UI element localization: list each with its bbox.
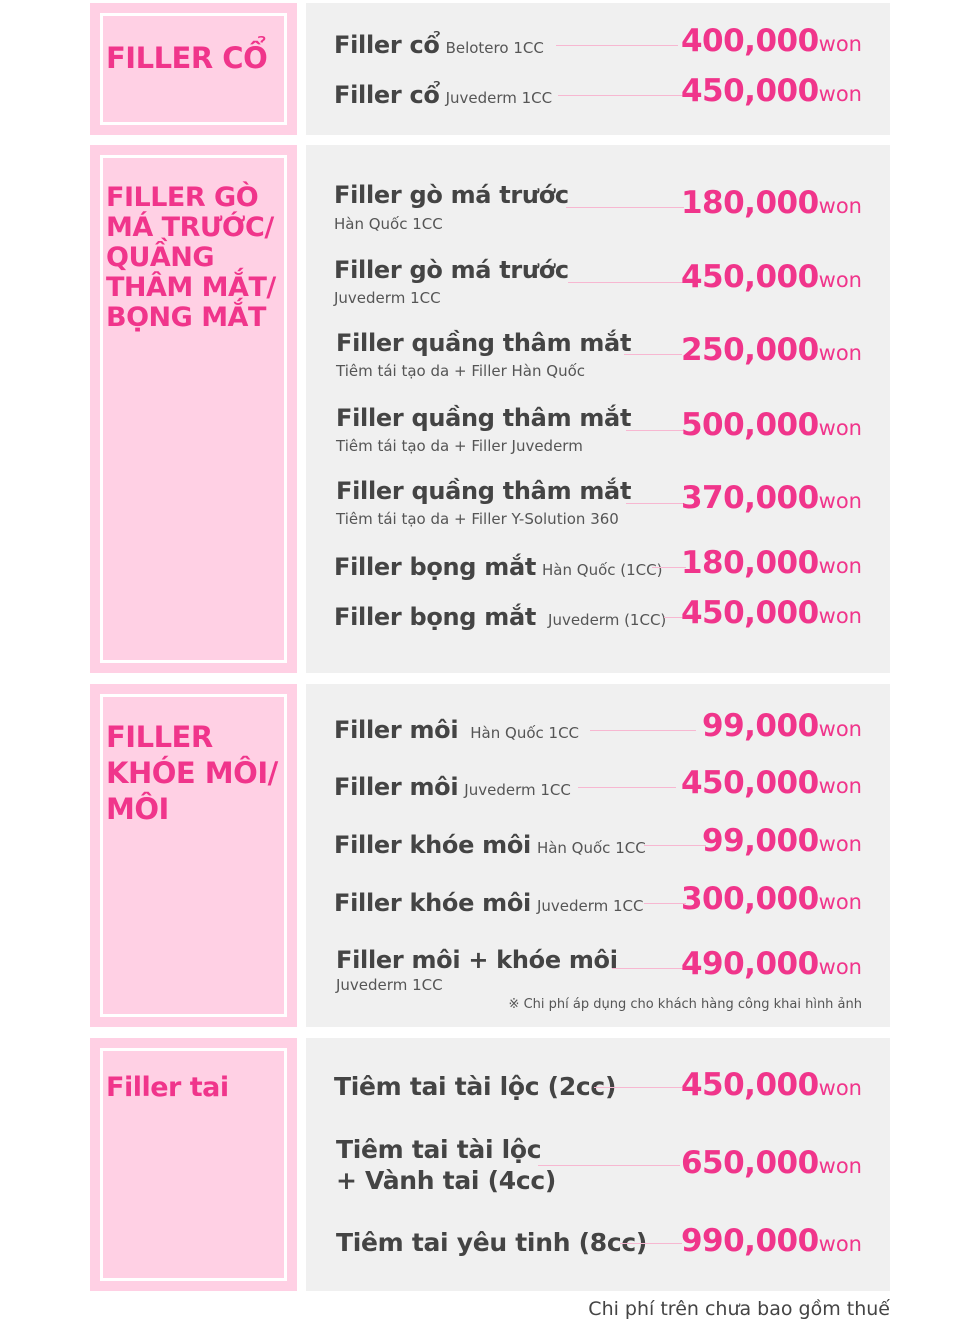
item-variant: Juvederm 1CC: [334, 289, 441, 307]
item-price: 99,000won: [702, 823, 862, 859]
price-list: [306, 3, 890, 135]
item-variant: Hàn Quốc 1CC: [334, 215, 443, 233]
item-price: 450,000won: [680, 259, 862, 295]
price-list: [306, 1038, 890, 1291]
item-name: Filler bọng mắt: [334, 603, 537, 631]
item-variant: Juvederm (1CC): [548, 611, 667, 629]
item-name: Filler gò má trước: [334, 256, 569, 284]
item-name: Filler cổ: [334, 81, 440, 109]
item-variant: Juvederm 1CC: [336, 976, 443, 994]
leader-line: [538, 1165, 680, 1166]
item-variant: Juvederm 1CC: [464, 781, 571, 799]
item-variant: Hàn Quốc (1CC): [542, 561, 663, 579]
item-price: 250,000won: [680, 332, 862, 368]
item-name: Filler quầng thâm mắt: [336, 329, 632, 357]
item-price: 500,000won: [680, 407, 862, 443]
leader-line: [594, 1087, 682, 1088]
leader-line: [612, 968, 684, 969]
item-name: Filler môi: [334, 773, 459, 801]
section-title: FILLER KHÓE MÔI/ MÔI: [106, 720, 278, 826]
item-variant: Juvederm 1CC: [445, 89, 553, 107]
item-name: Tiêm tai tài lộc + Vành tai (4cc): [336, 1135, 556, 1195]
item-name: Filler gò má trước: [334, 181, 569, 209]
item-name: Tiêm tai tài lộc (2cc): [334, 1072, 617, 1101]
leader-line: [620, 1243, 682, 1244]
item-price: 99,000won: [702, 708, 862, 744]
item-variant: Tiêm tái tạo da + Filler Y-Solution 360: [336, 510, 619, 528]
item-name: Tiêm tai yêu tinh (8cc): [336, 1228, 647, 1257]
item-price: 450,000won: [680, 1067, 862, 1103]
leader-line: [590, 730, 696, 731]
leader-line: [558, 95, 684, 96]
section-label-box: [90, 3, 297, 135]
section-title: Filler tai: [106, 1072, 229, 1103]
leader-line: [644, 845, 706, 846]
leader-line: [626, 430, 684, 431]
leader-line: [624, 354, 682, 355]
item-name: Filler cổ: [334, 31, 440, 59]
item-name: Filler quầng thâm mắt: [336, 477, 632, 505]
leader-line: [626, 503, 684, 504]
item-name: Filler môi: [334, 716, 459, 744]
item-variant: Tiêm tái tạo da + Filler Hàn Quốc: [336, 362, 586, 380]
item-price: 400,000won: [680, 23, 862, 59]
item-name: Filler môi + khóe môi: [336, 946, 618, 974]
disclaimer-note: ※ Chi phí áp dụng cho khách hàng công khai hình ảnh: [508, 997, 862, 1012]
item-variant: Hàn Quốc 1CC: [470, 724, 580, 742]
leader-line: [578, 787, 676, 788]
item-price: 650,000won: [680, 1145, 862, 1181]
leader-line: [566, 207, 684, 208]
section-title: FILLER CỔ: [106, 41, 268, 75]
section-label-box: [90, 684, 297, 1027]
item-name: Filler bọng mắt: [334, 553, 537, 581]
leader-line: [556, 45, 678, 46]
section-title: FILLER GÒ MÁ TRƯỚC/ QUẦNG THÂM MẮT/ BỌNG MẮT: [106, 182, 276, 333]
item-price: 180,000won: [680, 185, 862, 221]
tax-footnote: Chi phí trên chưa bao gồm thuế: [588, 1298, 890, 1320]
item-variant: Tiêm tái tạo da + Filler Juvederm: [336, 437, 583, 455]
section-label-box: [90, 145, 297, 673]
item-variant: Hàn Quốc 1CC: [536, 839, 646, 857]
item-price: 300,000won: [680, 881, 862, 917]
item-name: Filler quầng thâm mắt: [336, 404, 632, 432]
price-list: [306, 145, 890, 673]
price-list: [306, 684, 890, 1027]
leader-line: [644, 903, 686, 904]
item-variant: Juvederm 1CC: [536, 897, 644, 915]
item-price: 990,000won: [680, 1223, 862, 1259]
item-price: 450,000won: [680, 73, 862, 109]
item-price: 370,000won: [680, 480, 862, 516]
item-price: 490,000won: [680, 946, 862, 982]
item-price: 180,000won: [680, 545, 862, 581]
item-price: 450,000won: [680, 765, 862, 801]
item-name: Filler khóe môi: [334, 831, 531, 859]
item-variant: Belotero 1CC: [445, 39, 544, 57]
leader-line: [568, 282, 684, 283]
item-price: 450,000won: [680, 595, 862, 631]
section-label-box: [90, 1038, 297, 1291]
item-name: Filler khóe môi: [334, 889, 531, 917]
